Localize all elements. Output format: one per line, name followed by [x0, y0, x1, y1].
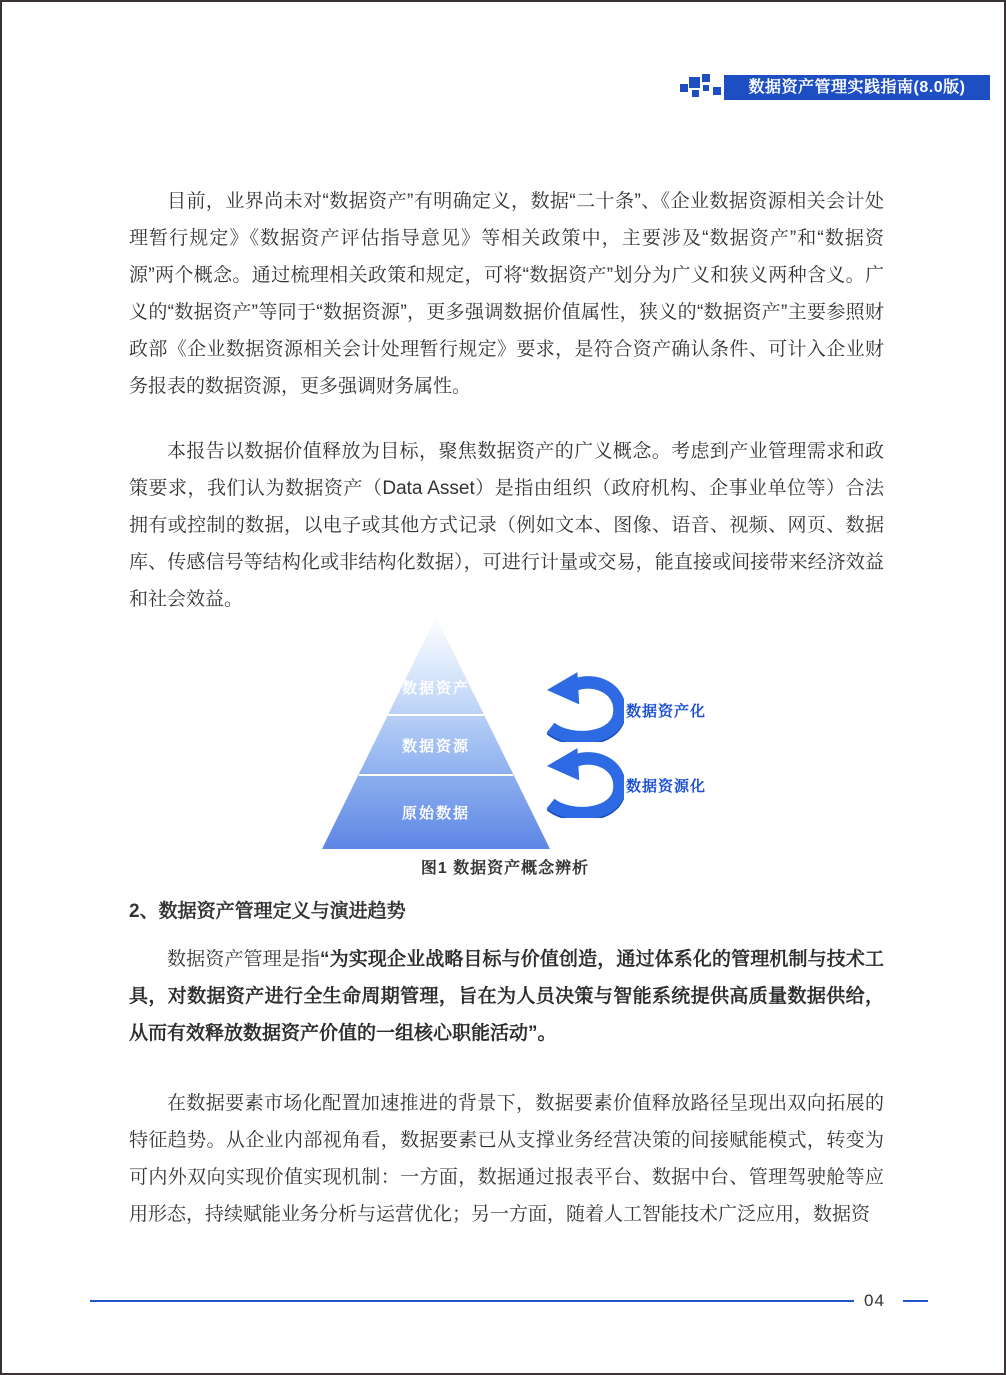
paragraph-value-release-trend: 在数据要素市场化配置加速推进的背景下，数据要素价值释放路径呈现出双向拓展的特征趋势。从企业内部视角看，数据要素已从支撑业务经营决策的间接赋能模式，转变为可内外双向实现价值实现机制：一方面，数据通过报表平台、数据中台、管理驾驶舱等应用形态，持续赋能业务分析与运营优化；另一方面，随着人工智能技术广泛应用，数据资: [129, 1093, 884, 1225]
cycle-arrow-icon: [538, 748, 624, 818]
pyramid-level-raw-data: 原始数据: [401, 805, 471, 822]
paragraph-dam-definition: [129, 941, 884, 1052]
dam-definition-prefix: 数据资产管理是指: [167, 949, 320, 970]
paragraph-definition-policy: 目前，业界尚未对“数据资产”有明确定义，数据“二十条”、《企业数据资源相关会计处理暂行规定》《数据资产评估指导意见》等相关政策中，主要涉及“数据资产”和“数据资源”两个概念。通过梳理相关政策和规定，可将“数据资产”划分为广义和狭义两种含义。广义的“数据资产”等同于“数据资源”，更多强调数据价值属性，狭义的“数据资产”主要参照财政部《企业数据资源相关会计处理暂行规定》要求，是符合资产确认条件、可计入企业财务报表的数据资源，更多强调财务属性。: [129, 191, 884, 397]
footer-rule-dash: [903, 1300, 928, 1302]
pyramid-diagram: [322, 617, 550, 855]
arrow-label-resourcization: 数据资源化: [626, 778, 707, 795]
footer-rule-line: [90, 1300, 854, 1302]
header-banner-title: 数据资产管理实践指南(8.0版): [724, 75, 990, 100]
dam-definition-bold: “为实现企业战略目标与价值创造，通过体系化的管理机制与技术工具，对数据资产进行全生命周期管理，旨在为人员决策与智能系统提供高质量数据供给，从而有效释放数据资产价值的一组核心职能活动”。: [129, 949, 884, 1044]
figure-caption: 图1 数据资产概念辨析: [420, 860, 590, 877]
section-heading: 2、数据资产管理定义与演进趋势: [129, 901, 406, 922]
pixel-decoration-icon: [680, 74, 722, 102]
paragraph-report-scope: 本报告以数据价值释放为目标，聚焦数据资产的广义概念。考虑到产业管理需求和政策要求，我们认为数据资产（Data Asset）是指由组织（政府机构、企事业单位等）合法拥有或控制的数据，以电子或其他方式记录（例如文本、图像、语音、视频、网页、数据库、传感信号等结构化或非结构化数据），可进行计量或交易，能直接或间接带来经济效益和社会效益。: [129, 441, 884, 610]
pyramid-level-data-resource: 数据资源: [401, 738, 471, 755]
arrow-label-assetization: 数据资产化: [626, 703, 707, 720]
pyramid-level-data-asset: 数据资产: [401, 680, 471, 697]
cycle-arrow-icon: [538, 672, 624, 742]
figure-data-asset-concept: [2, 612, 1006, 887]
page-number: 04: [864, 1291, 885, 1310]
